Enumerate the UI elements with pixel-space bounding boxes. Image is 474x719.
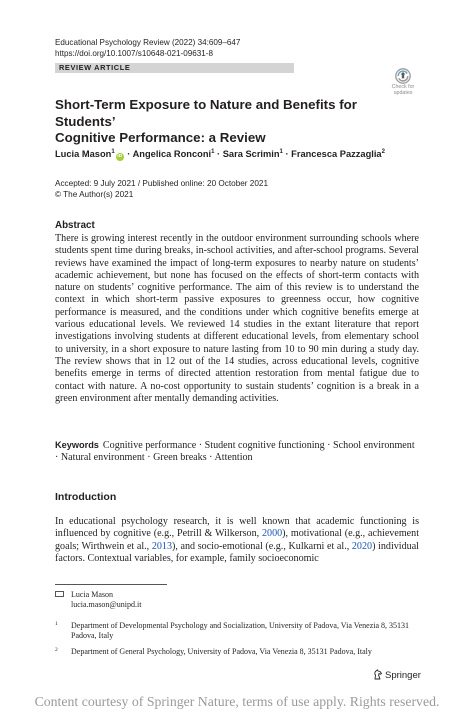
copyright-notice: © The Author(s) 2021 — [55, 190, 134, 199]
publisher-logo — [373, 669, 421, 681]
affiliation-footnote — [55, 647, 419, 657]
author-affiliation-sup: 1 — [211, 149, 215, 155]
accepted-published-dates: Accepted: 9 July 2021 / Published online: 20 October 2021 — [55, 179, 269, 188]
keywords-label: Keywords — [55, 440, 99, 450]
author-separator: · — [282, 149, 292, 160]
courtesy-watermark: Content courtesy of Springer Nature, terms of use apply. Rights reserved. — [34, 694, 440, 709]
author-affiliation-sup: 1 — [279, 149, 283, 155]
author-name[interactable]: Sara Scrimin — [222, 149, 280, 160]
doi-link[interactable]: https://doi.org/10.1007/s10648-021-09631-8 — [55, 48, 213, 58]
author-name[interactable]: Lucia Mason — [55, 149, 112, 160]
envelope-icon — [55, 591, 64, 597]
introduction-heading: Introduction — [55, 491, 117, 503]
citation-link[interactable]: 2000 — [261, 528, 283, 540]
paper-title — [55, 97, 385, 147]
author-list — [55, 149, 385, 161]
affiliation-footnote — [55, 621, 419, 642]
affiliation-text: Department of Developmental Psychology and Socialization, University of Padova, Via Venezia 8, 35131 Padova, Italy — [71, 621, 410, 641]
author-affiliation-sup: 1 — [111, 149, 115, 155]
affiliation-number: 1 — [55, 621, 58, 627]
intro-text-part: ), and socio-emotional (e.g., Kulkarni et al., — [172, 540, 352, 552]
intro-text-part: In educational psychology research, it is well known that academic functioning is influenced by cognitive (e.g., Petrill & Wilkerson, — [55, 516, 419, 540]
check-for-updates-button[interactable] — [389, 68, 417, 100]
check-updates-text-1: Check for — [391, 84, 415, 90]
publisher-name: Springer — [385, 670, 421, 681]
corresponding-name: Lucia Mason — [71, 590, 113, 599]
check-updates-text-2: updates — [393, 89, 413, 96]
abstract-text: There is growing interest recently in the outdoor environment surrounding schools where students spent time during breaks, in-school activities, and after-school programs. Several reviews have examined the impact of long-term exposures to nearby nature on students’ academic achievement, but none has focused on the effects of short-term contacts with nature on students’ cognitive performance. The aim of this review is to understand the context in which short-term passive exposures to greenness occur, how cognitive performance is measured, and the conditions under which cognitive benefits emerge at various educational levels. We reviewed 14 studies in the extant literature that report investigations involving students at different educational levels, from elementary school to university, in a short exposure to nature lasting from 10 to 90 min during a study day. The review shows that in 12 out of the 14 studies, across educational levels, cognitive benefits emerge in terms of directed attention restoration from mental fatigue due to contact with nature. A no-cost opportunity to sustain students’ cognition is a break in a green environment after mentally demanding activities. — [55, 233, 419, 404]
abstract-heading: Abstract — [55, 220, 95, 231]
springer-horse-icon — [373, 669, 383, 680]
publication-dates — [55, 178, 268, 200]
intro-text-part: ) individual factors. Contextual variables, for example, family socioeconomic — [55, 540, 419, 564]
intro-text-part: ), motivational (e.g., achievement goals; Wirthwein et al., — [55, 528, 420, 552]
affiliation-number: 2 — [55, 647, 58, 653]
affiliation-text: Department of General Psychology, University of Padova, Via Venezia 8, 35131 Padova, Italy — [71, 647, 372, 656]
check-updates-icon — [395, 68, 411, 84]
author-affiliation-sup: 2 — [381, 149, 385, 155]
footnote-divider — [55, 584, 167, 585]
citation-link[interactable]: 2020 — [351, 540, 373, 552]
keywords — [55, 439, 419, 465]
keywords-text: Cognitive performance · Student cognitive functioning · School environment · Natural environment · Green breaks · Attention — [55, 440, 415, 464]
citation-link[interactable]: 2013 — [151, 540, 173, 552]
author-separator: · — [214, 149, 223, 160]
journal-citation — [55, 38, 240, 59]
title-line-2: Cognitive Performance: a Review — [55, 130, 266, 145]
title-line-1: Short-Term Exposure to Nature and Benefits for Students’ — [55, 97, 357, 129]
introduction-paragraph — [55, 516, 419, 565]
author-separator: · — [124, 149, 133, 160]
journal-line: Educational Psychology Review (2022) 34:609–647 — [55, 38, 241, 47]
corresponding-author — [55, 590, 141, 611]
orcid-icon[interactable]: iD — [117, 154, 123, 160]
author-name[interactable]: Francesca Pazzaglia — [291, 149, 382, 160]
article-type-label: REVIEW ARTICLE — [55, 63, 294, 73]
author-name[interactable]: Angelica Ronconi — [132, 149, 212, 160]
corresponding-email[interactable]: lucia.mason@unipd.it — [71, 600, 142, 610]
